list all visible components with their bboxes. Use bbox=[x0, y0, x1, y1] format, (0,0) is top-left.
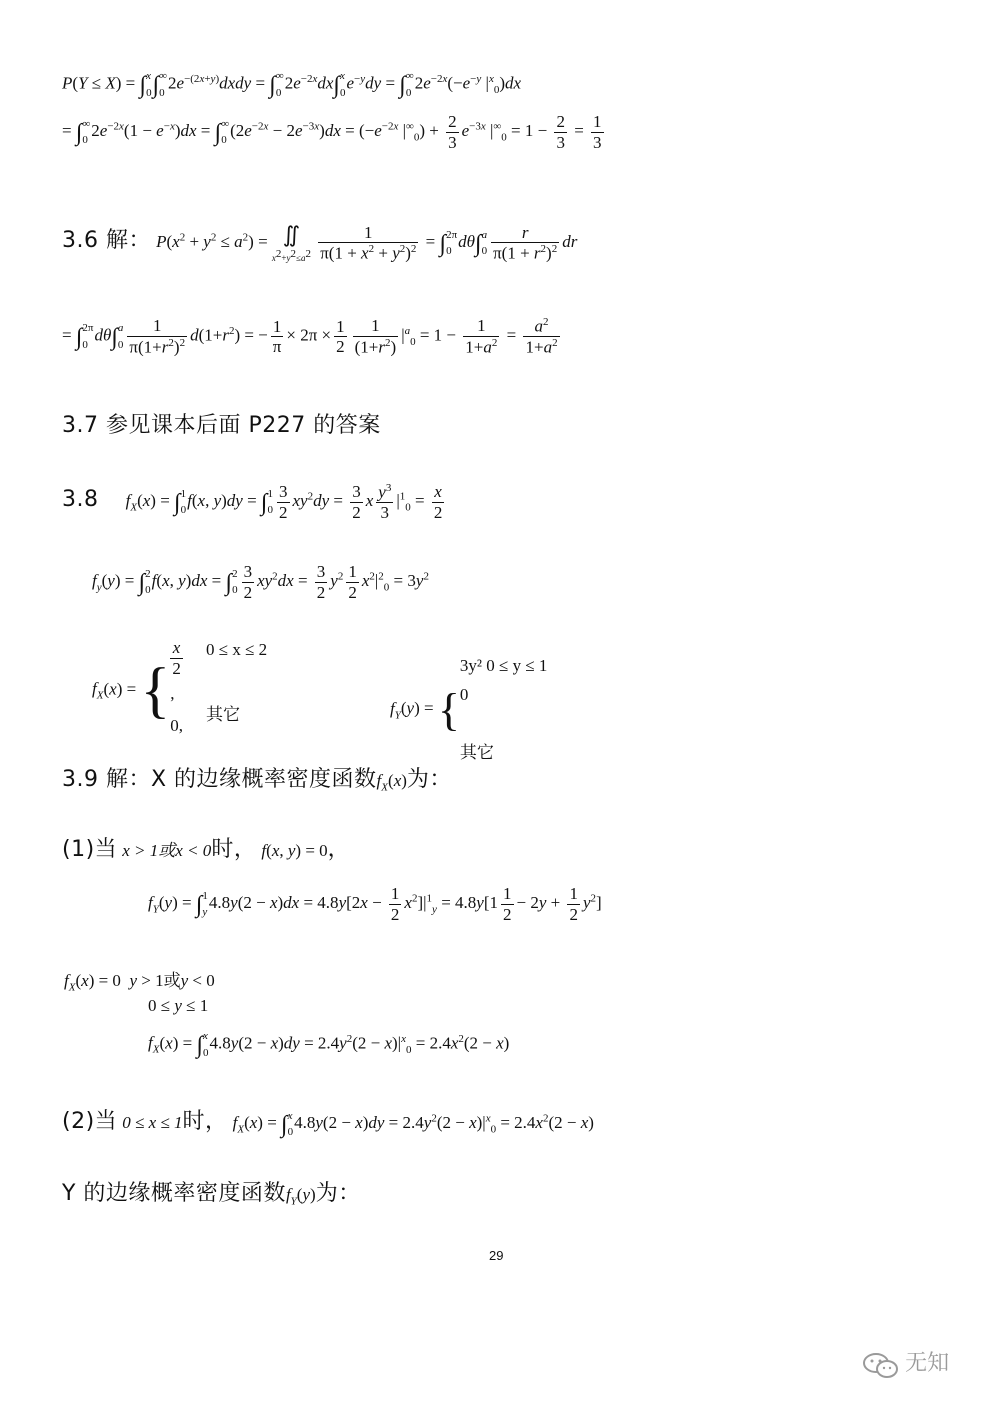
equation-p-y-le-x-cont: = ∫ ∞ 0 $2e^{-2x}(1 - e^{-x})dx$ = ∫ ∞ 0 $(2e^{-2x} - 2e^{-3x})dx = (-e^{-2x}$ $|^\infty_0$) + $\frac{2}{3}$ $e^{-3x}$ $|^\infty_0 = 1$ − $\frac{2}{3}$ = $\frac{1}{3}$ bbox=[62, 112, 602, 152]
case-2: (2)当 0 ≤ x ≤ 1时， $f_X(x)$ = ∫ x 0 $4.8y(2 - x)dy = 2.4y^2(2 - x)|^x_0 = 2.4x^2(2 - x)$ bbox=[62, 1109, 594, 1139]
heading-3-9-tail: 为： bbox=[406, 767, 452, 792]
page-number: 29 bbox=[489, 1248, 504, 1263]
problem-3-8 bbox=[62, 482, 447, 523]
heading-3-6: 3.6 解： bbox=[62, 228, 151, 253]
equation-y-range: 0 ≤ y ≤ 1 bbox=[148, 996, 209, 1015]
heading-3-7: 3.7 参见课本后面 P227 的答案 bbox=[62, 413, 381, 438]
case-2-condition: 0 ≤ x ≤ 1 bbox=[122, 1113, 183, 1132]
equation-3-6-cont: = ∫ 2π 0 dθ∫ a 0 $\frac{1}{\pi(1+r^2)^2}$ $d(1+r^2)$ = − $\frac{1}{\pi}$ × 2π × $\frac{1}{2}$ $\frac{1}{(1+r^2)}$ $|^a_0 = 1$ − $\frac{1}{1+a^2}$ = $\frac{a^2}{1+a^2}$ bbox=[62, 316, 558, 357]
equation-3-8-fx: $f_X(x)$ = ∫ 1 0 f(x, y)dy = ∫ 1 0 $\frac{3}{2}$ $xy^2dy$ = $\frac{3}{2}$ x $\frac{y^3}{3}$ $|^1_0$ = $\frac{x}{2}$ bbox=[125, 482, 443, 523]
y-marginal-heading: Y 的边缘概率密度函数 bbox=[62, 1181, 286, 1206]
case-2-label: (2)当 bbox=[62, 1109, 118, 1134]
equation-3-6: $P(x^2 + y^2 \le a^2)$ = ∬ $x^2+y^2\le a^2$ $\frac{1}{\pi(1 + x^2 + y^2)^2}$ = ∫ 2π 0 dθ∫ a 0 $\frac{r}{\pi(1 + r^2)^2}$ dr bbox=[156, 222, 578, 264]
case-1-condition: x > 1或x < 0 bbox=[122, 841, 212, 860]
piecewise-fy: $f_Y(y)$ = { 3y² 0 ≤ y ≤ 1 0 其它 bbox=[390, 652, 547, 768]
fx-condition-1: 0 ≤ x ≤ 2 bbox=[206, 640, 268, 659]
watermark-text: 无知 bbox=[905, 1351, 950, 1376]
heading-3-9: 3.9 解：X 的边缘概率密度函数 bbox=[62, 767, 377, 792]
case-2-when: 时， bbox=[182, 1109, 228, 1134]
watermark bbox=[862, 1346, 949, 1381]
wechat-icon bbox=[862, 1351, 900, 1381]
problem-3-9: 3.9 解：X 的边缘概率密度函数$f_X(x)$为： bbox=[62, 767, 452, 794]
fx-zero: 0, bbox=[170, 716, 183, 736]
equation-p-y-le-x: P(Y ≤ X) = ∫ x 0 ∫ ∞ 0 $2e^{-(2x+y)}dxdy$ = ∫ ∞ 0 $2e^{-2x}dx\int$ x 0 $e^{-y}dy$ = ∫ ∞ 0 $2e^{-2x}(-e^{-y}$ $|^x_0)dx$ bbox=[62, 70, 522, 99]
fx-condition-2: 其它 bbox=[206, 705, 240, 725]
fy-zero: 0 bbox=[459, 684, 469, 704]
equation-3-9-fy-integral: $f_Y(y)$ = ∫ 1 y 4.8y(2 − x)dx = 4.8y[2x − $\frac{1}{2}$ $x^2]|^1_y = 4.8y[1$ $\frac{1}{2}$ − 2y + $\frac{1}{2}$ $y^2$] bbox=[148, 884, 602, 924]
case-1-label: (1)当 bbox=[62, 837, 118, 862]
fy-condition-2: 其它 bbox=[459, 742, 494, 763]
problem-3-6 bbox=[62, 222, 577, 264]
piecewise-fx: $f_X(x)$ = { x 2 , 0, bbox=[92, 638, 183, 743]
equation-fx-zero: $f_X(x) = 0$ y > 1或y < 0 bbox=[64, 971, 215, 994]
y-marginal: Y 的边缘概率密度函数$f_Y(y)$为： bbox=[62, 1181, 361, 1208]
fy-line-1: 3y² 0 ≤ y ≤ 1 bbox=[459, 656, 548, 675]
equation-3-8-fy: $f_y(y)$ = ∫ 2 0 f(x, y)dx = ∫ 2 0 $\frac{3}{2}$ $xy^2dx$ = $\frac{3}{2}$ $y^2$ $\frac{1}{2}$ $x^2|^2_0 = 3y^2$ bbox=[92, 562, 429, 602]
heading-3-8: 3.8 bbox=[62, 487, 99, 513]
y-marginal-tail: 为： bbox=[315, 1181, 361, 1206]
case-1-when: 时， bbox=[211, 837, 257, 862]
case-1: (1)当 x > 1或x < 0时， f(x, y) = 0， bbox=[62, 837, 351, 862]
equation-fx-integral: $f_X(x)$ = ∫ x 0 $4.8y(2 - x)dy = 2.4y^2(2 - x)|^x_0 = 2.4x^2(2 - x)$ bbox=[148, 1030, 510, 1059]
